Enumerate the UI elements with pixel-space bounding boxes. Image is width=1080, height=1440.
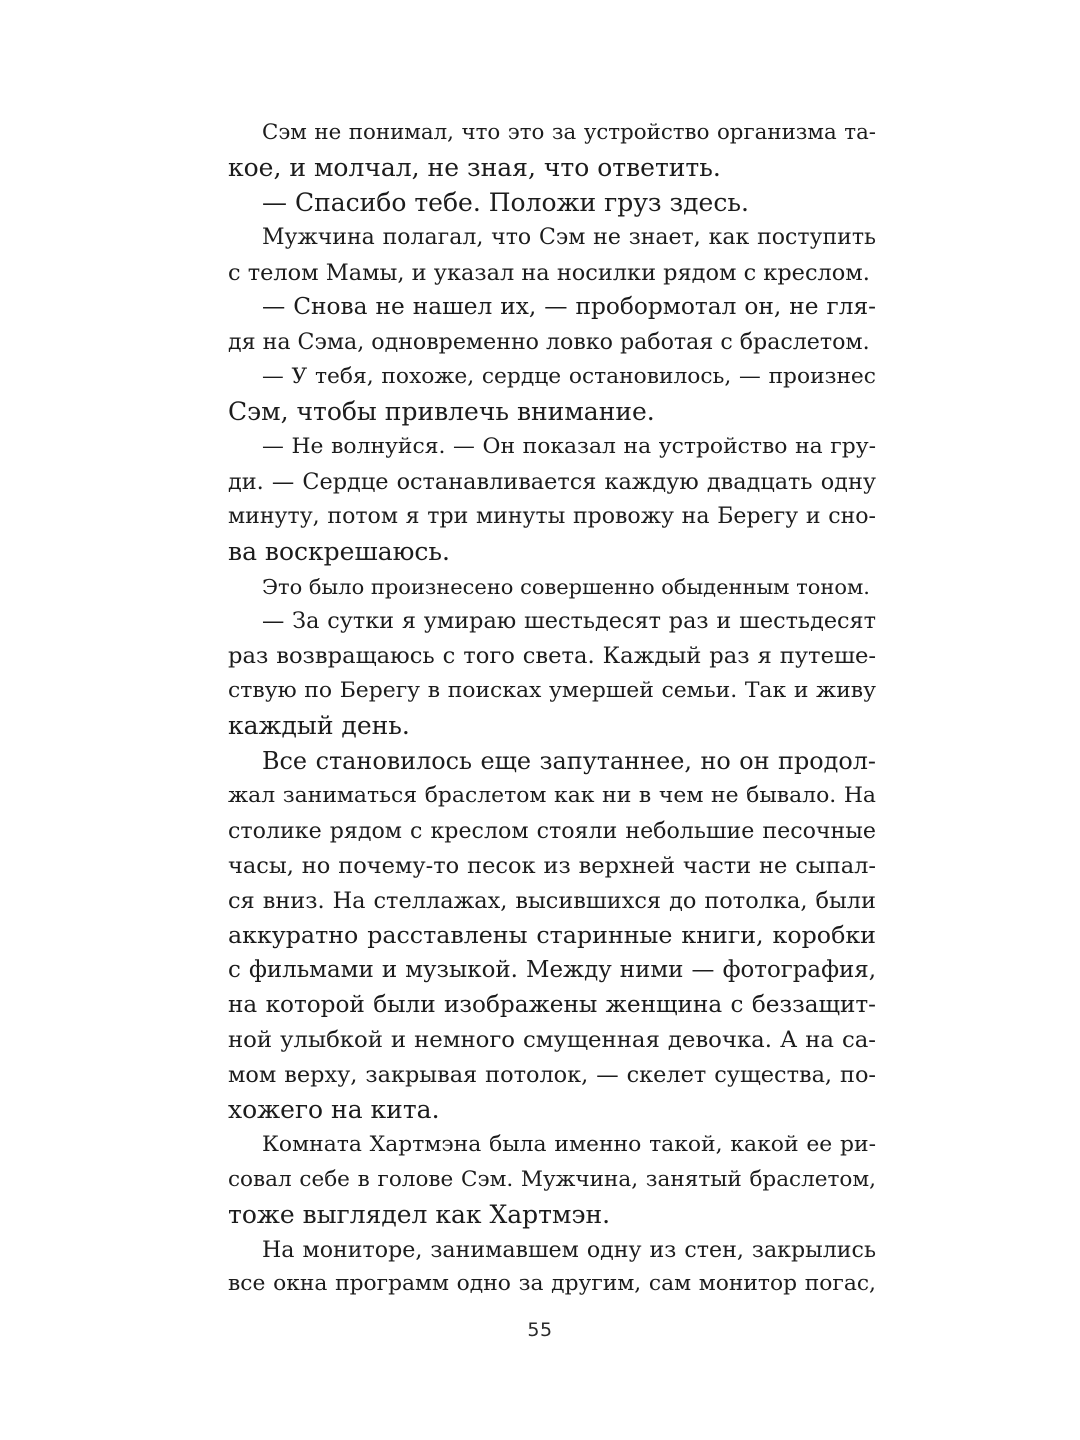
text-line: тоже выглядел как Хартмэн.	[228, 1199, 611, 1229]
text-line: Комната Хартмэна была именно такой, какой ее ри-	[262, 1131, 876, 1157]
page-number: 55	[527, 1319, 553, 1341]
text-line: на которой были изображены женщина с беззащит-	[228, 992, 876, 1019]
text-line: ва воскрешаюсь.	[228, 536, 450, 566]
text-line: ди. — Сердце останавливается каждую двадцать одну	[228, 468, 876, 495]
text-line: Сэм, чтобы привлечь внимание.	[228, 397, 655, 427]
text-line: аккуратно расставлены старинные книги, коробки	[228, 921, 876, 950]
body-text	[228, 116, 876, 1302]
text-line: — Не волнуйся. — Он показал на устройство на гру-	[262, 434, 876, 460]
text-line: Это было произнесено совершенно обыденным тоном.	[262, 574, 870, 599]
text-line: раз возвращаюсь с того света. Каждый раз я путеше-	[228, 643, 876, 670]
text-line: часы, но почему-то песок из верхней части не сыпал-	[228, 852, 876, 879]
text-line: — Снова не нашел их, — пробормотал он, не гля-	[262, 293, 876, 321]
text-line: мом верху, закрывая потолок, — скелет существа, по-	[228, 1062, 876, 1089]
text-line: кое, и молчал, не зная, что ответить.	[228, 152, 721, 182]
text-line: — У тебя, похоже, сердце остановилось, — произнес	[262, 364, 876, 390]
text-line: минуту, потом я три минуты провожу на Берегу и сно-	[228, 503, 876, 529]
text-line: все окна программ одно за другим, сам монитор погас,	[228, 1271, 876, 1297]
text-line: с фильмами и музыкой. Между ними — фотография,	[228, 957, 876, 984]
text-line: Все становилось еще запутаннее, но он продол-	[262, 747, 876, 776]
text-line: ной улыбкой и немного смущенная девочка. А на са-	[228, 1027, 876, 1054]
text-line: ствую по Берегу в поисках умершей семьи. Так и живу	[228, 678, 876, 704]
text-line: с телом Мамы, и указал на носилки рядом с креслом.	[228, 259, 870, 286]
text-line: — За сутки я умираю шестьдесят раз и шестьдесят	[262, 608, 876, 635]
text-line: Мужчина полагал, что Сэм не знает, как поступить	[262, 224, 876, 250]
text-line: дя на Сэма, одновременно ловко работая с браслетом.	[228, 329, 870, 356]
text-line: совал себе в голове Сэм. Мужчина, занятый браслетом,	[228, 1166, 876, 1192]
text-line: хожего на кита.	[228, 1094, 440, 1124]
text-line: столике рядом с креслом стояли небольшие песочные	[228, 817, 876, 844]
text-line: На мониторе, занимавшем одну из стен, закрылись	[262, 1236, 876, 1263]
text-line: ся вниз. На стеллажах, высившихся до потолка, были	[228, 887, 876, 914]
text-line: Сэм не понимал, что это за устройство организма та-	[262, 120, 876, 145]
text-line: каждый день.	[228, 711, 410, 741]
text-line: — Спасибо тебе. Положи груз здесь.	[262, 187, 749, 217]
text-line: жал заниматься браслетом как ни в чем не бывало. На	[228, 782, 876, 808]
